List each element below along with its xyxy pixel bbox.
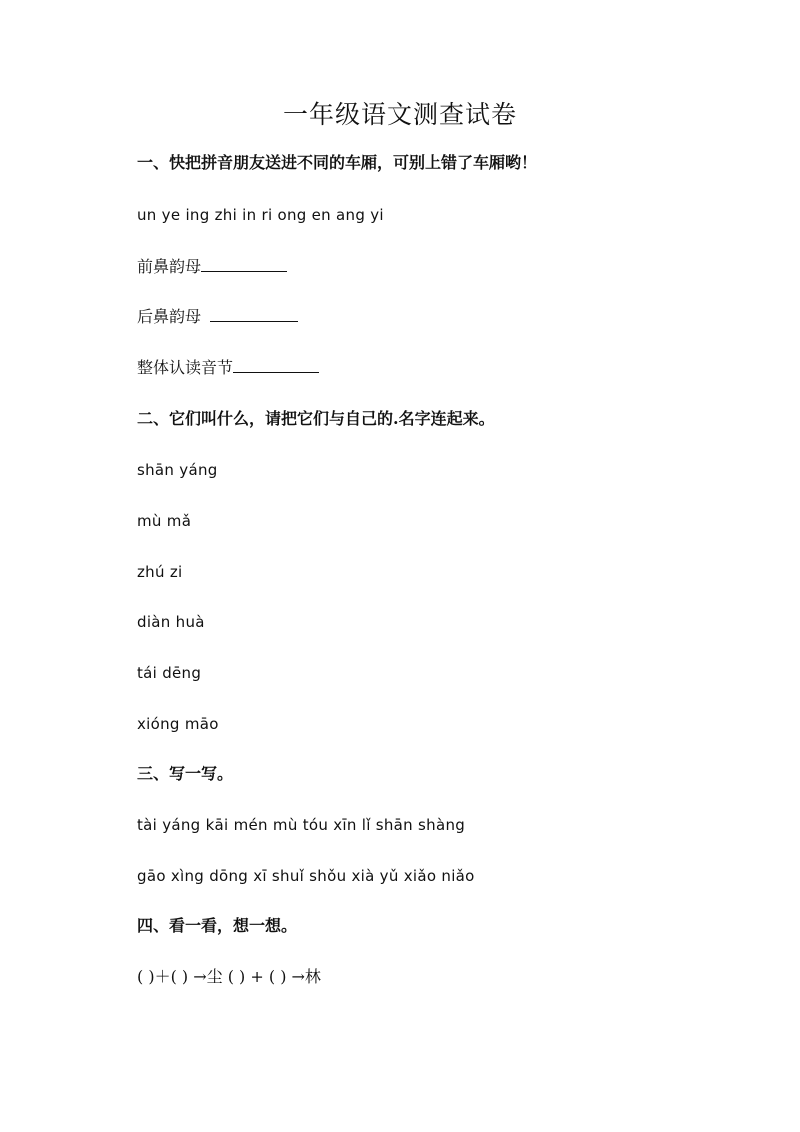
answer-blank[interactable]	[210, 305, 298, 322]
page-title: 一年级语文测查试卷	[282, 100, 517, 129]
question-label: 后鼻韵母	[137, 307, 202, 326]
section3-heading: 三、写一写。	[137, 764, 234, 783]
question-front-nasal	[137, 255, 287, 279]
pinyin-item: diàn huà	[137, 613, 205, 631]
question-label: 前鼻韵母	[137, 257, 202, 276]
pinyin-item: tái dēng	[137, 664, 202, 682]
pinyin-item: shān yáng	[137, 461, 218, 479]
pinyin-line: gāo xìng dōng xī shuǐ shǒu xià yǔ xiǎo niǎo	[137, 867, 475, 885]
section1-heading: 一、快把拼音朋友送进不同的车厢，可别上错了车厢哟！	[137, 153, 538, 172]
character-combination-expression: ( )＋( ) →尘 ( ) + ( ) →林	[137, 967, 321, 986]
section2-heading: 二、它们叫什么，请把它们与自己的.名字连起来。	[137, 409, 495, 428]
pinyin-item: xióng māo	[137, 715, 219, 733]
question-back-nasal	[137, 305, 298, 329]
question-whole-syllable	[137, 356, 319, 380]
pinyin-line: tài yáng kāi mén mù tóu xīn lǐ shān shàng	[137, 816, 466, 834]
answer-blank[interactable]	[233, 356, 319, 373]
section4-heading: 四、看一看，想一想。	[137, 916, 298, 935]
question-label: 整体认读音节	[137, 358, 234, 377]
pinyin-item: mù mǎ	[137, 512, 192, 530]
answer-blank[interactable]	[201, 255, 287, 272]
section1-pinyin-list: un ye ing zhi in ri ong en ang yi	[137, 206, 384, 224]
pinyin-item: zhú zi	[137, 563, 183, 581]
